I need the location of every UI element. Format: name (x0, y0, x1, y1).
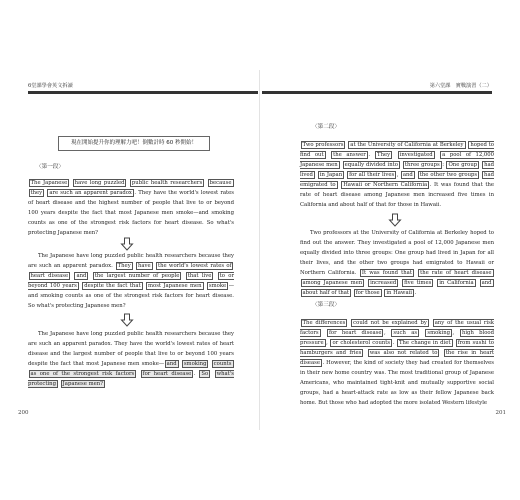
blank-chunk: and (166, 361, 177, 367)
sense-chunk: the answer (333, 152, 366, 158)
right-page (260, 0, 520, 500)
sense-chunk: about half of that (302, 290, 350, 296)
passage-text: The Japanese have long puzzled public health researchers because they are such an apparent paradox. They have the world's lowest rates of heart disease and the largest number of people that live to or beyond 100 years despite the fact that most Japanese men smoke— (28, 331, 234, 367)
down-arrow-icon (120, 237, 134, 251)
passage-text: Two professors at the University of California at Berkeley hoped to find out the answer. They investigated a pool of 12,000 Japanese men equally divided into three groups: One group had lived in Japan for all their lives, and the other two groups had emigrated to Hawaii or Northern California. (300, 230, 494, 276)
header-rule-right (262, 91, 492, 94)
passage-text: The Japanese have long puzzled public health researchers because they are such an apparent paradox. (28, 253, 234, 269)
sense-chunk: such as (393, 330, 418, 336)
sense-chunk: a pool of 12,000 Japanese men (300, 152, 495, 168)
sense-chunk: or cholesterol counts (332, 340, 391, 346)
blank-chunk: for heart disease (142, 371, 192, 377)
sense-chunk: three groups (404, 162, 440, 168)
sense-chunk: because (209, 180, 232, 186)
sense-chunk: Hawaii or Northern California (343, 182, 428, 188)
sense-chunk: in California (439, 280, 474, 286)
header-rule-left (28, 91, 258, 94)
blank-chunk: counts (213, 361, 232, 367)
section-label-1: 〈第一段〉 (36, 164, 64, 170)
sense-chunk: hoped to find out (300, 142, 494, 158)
passage-text (435, 152, 440, 158)
passage-text (476, 280, 479, 286)
sense-chunk: from sushi to hamburgers and fries (300, 340, 494, 356)
sense-chunk: was also not related to (369, 350, 438, 356)
sense-chunk: the other two groups (419, 172, 478, 178)
down-arrow-icon (120, 313, 134, 327)
sense-chunk: among Japanese men (302, 280, 363, 286)
sense-chunk: in Japan (319, 172, 343, 178)
passage-text (209, 361, 211, 367)
sense-chunk: and (402, 172, 413, 178)
sense-chunk: They (377, 152, 391, 158)
sense-chunk: have (137, 263, 151, 269)
sense-chunk: Two professors (302, 142, 344, 148)
section-label-2: 〈第二段〉 (312, 124, 340, 130)
sense-chunk: in Hawaii (386, 290, 413, 296)
passage-text (340, 162, 342, 168)
sense-chunk: had lived (300, 162, 495, 178)
passage-text (205, 180, 207, 186)
passage-text (182, 273, 185, 279)
passage-text (321, 330, 326, 336)
sense-chunk: the world's lowest rates of (157, 263, 232, 269)
chunked-passage-1 (28, 178, 234, 238)
sense-chunk: and (76, 273, 87, 279)
passage-text: , (326, 340, 330, 346)
blank-chunked-passage-1 (28, 329, 234, 389)
passage-text: . However, the kind of society they had created for themselves in their new home country was. The most traditional group of Japanese Americans, who maintained tight-knit and mutually supportive social groups, had a heart-attack rate as low as their fellow Japanese back home. But those who had adopted the more isolated Western lifestyle (300, 360, 494, 406)
passage-text (137, 371, 140, 377)
sense-chunk: and (481, 280, 492, 286)
passage-text (89, 273, 92, 279)
running-head-right: 第六堂課 實戰演習（二） (429, 83, 492, 89)
sense-chunk: they (30, 190, 43, 196)
partial-chunked-passage-2 (300, 228, 494, 298)
passage-text: : (442, 162, 446, 168)
sense-chunk: despite the fact that (84, 283, 141, 289)
passage-text (326, 152, 331, 158)
sense-chunk: had emigrated to (300, 172, 495, 188)
sense-chunk: high blood pressure (300, 330, 494, 346)
sense-chunk: to or beyond 100 years (28, 273, 235, 289)
sense-chunk: that live (187, 273, 212, 279)
passage-text (352, 290, 354, 296)
passage-text: . They have the world's lowest rates of heart disease and the highest number of people that live to or beyond 100 years despite the fact that most Japanese men smoke—and smoking counts as one of the strongest risk factors for heart disease. So what's protecting Japanese men? (28, 190, 234, 236)
sense-chunk: for all their lives (349, 172, 395, 178)
passage-text (364, 350, 367, 356)
chunked-passage-3 (300, 318, 494, 408)
blank-chunk: smoking (183, 361, 207, 367)
sense-chunk: have long puzzled (74, 180, 125, 186)
sense-chunk: investigated (399, 152, 433, 158)
sense-chunk: the rate of heart disease (420, 270, 492, 276)
passage-text (214, 273, 217, 279)
countdown-notice: 現在開始提升你的理解力吧！倒數計時 60 秒開始！ (58, 136, 210, 151)
passage-text (58, 381, 60, 387)
blank-chunk: Japanese men? (62, 381, 103, 387)
passage-text: . (193, 371, 199, 377)
sense-chunk: heart disease (30, 273, 69, 279)
sense-chunk: five times (404, 280, 432, 286)
down-arrow-icon (388, 213, 402, 227)
sense-chunk: It was found that (361, 270, 412, 276)
sense-chunk: for heart disease (328, 330, 382, 336)
sense-chunk: are such an apparent paradox (49, 190, 132, 196)
passage-text (211, 371, 214, 377)
sense-chunk: increased (370, 280, 397, 286)
section-label-3: 〈第三段〉 (312, 302, 340, 308)
passage-text: , (383, 330, 391, 336)
sense-chunk: at the University of California at Berkeley (350, 142, 464, 148)
passage-text: . (414, 290, 417, 296)
sense-chunk: equally divided into (344, 162, 398, 168)
passage-text: , (452, 330, 460, 336)
blank-chunk: what's protecting (28, 371, 234, 387)
passage-text: . It was found that the rate of heart disease among Japanese men increased five times in California and about half of that for those in Hawaii. (300, 182, 494, 208)
sense-chunk: The differences (302, 320, 346, 326)
sense-chunk: for those (355, 290, 380, 296)
sense-chunk: smoke (208, 283, 227, 289)
partial-chunked-passage-1 (28, 251, 234, 311)
passage-text (440, 350, 443, 356)
sense-chunk: the rise in heart disease (300, 350, 495, 366)
blank-chunk: So (201, 371, 209, 377)
passage-text: , (396, 172, 401, 178)
passage-text: . (392, 340, 397, 346)
passage-text (429, 320, 432, 326)
page-number-right: 201 (495, 410, 506, 416)
passage-text (453, 340, 455, 346)
sense-chunk: most Japanese men (147, 283, 202, 289)
chunked-passage-2 (300, 140, 494, 210)
sense-chunk: could not be explained by (353, 320, 427, 326)
sense-chunk: any of the usual risk factors (300, 320, 495, 336)
passage-text (70, 180, 72, 186)
passage-text: —and smoking counts as one of the strongest risk factors for heart disease. So what's protecting Japanese men? (28, 283, 234, 309)
passage-text (179, 361, 181, 367)
sense-chunk: They (117, 263, 131, 269)
page-number-left: 200 (18, 410, 29, 416)
blank-chunk: as one of the strongest risk factors (30, 371, 135, 377)
passage-text: . (368, 152, 375, 158)
passage-text (393, 152, 398, 158)
sense-chunk: The change in diet (398, 340, 451, 346)
running-head-left: 6堂課學會英文拆讀 (28, 83, 73, 89)
sense-chunk: the largest number of people (94, 273, 180, 279)
sense-chunk: One group (448, 162, 478, 168)
passage-text (415, 172, 417, 178)
sense-chunk: smoking (427, 330, 450, 336)
sense-chunk: public health researchers (131, 180, 203, 186)
sense-chunk: The Japanese (30, 180, 68, 186)
